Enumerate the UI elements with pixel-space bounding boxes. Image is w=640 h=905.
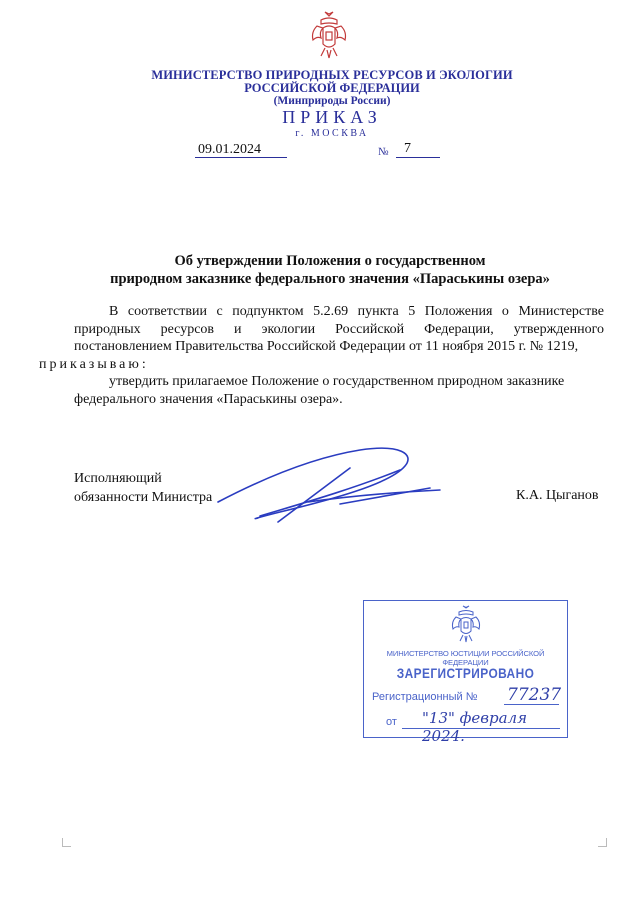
title-line2: природном заказнике федерального значения «Параськины озера»	[110, 271, 550, 287]
coat-of-arms-icon	[307, 10, 351, 62]
order-number: 7	[404, 141, 411, 156]
city-label: г. МОСКВА	[295, 128, 369, 139]
preamble-text: В соответствии с подпунктом 5.2.69 пункта 5 Положения о Министерстве природных ресурсов и экологии Российской Федерации, утвержденного постановлением Правительства Российской Федерации от 11 ноября 2015 г. № 1219,	[74, 304, 604, 354]
position-line2: обязанности Министра	[74, 490, 213, 505]
number-underline	[396, 157, 440, 158]
stamp-reg-underline	[504, 704, 559, 705]
margin-corner-mark-left	[62, 838, 71, 847]
document-title	[80, 252, 580, 288]
stamp-date-underline	[402, 728, 560, 729]
ministry-name-line2: РОССИЙСКОЙ ФЕДЕРАЦИИ	[244, 81, 420, 95]
margin-corner-mark-right	[598, 838, 607, 847]
stamp-reg-number: 77237	[507, 685, 562, 705]
order-date: 09.01.2024	[198, 142, 261, 157]
preamble-paragraph	[39, 303, 604, 373]
registration-stamp	[363, 600, 568, 745]
signatory-name: К.А. Цыганов	[516, 488, 599, 503]
stamp-from-label: от	[386, 716, 397, 728]
ministry-short-name: (Минприроды России)	[273, 95, 391, 107]
stamp-reg-date: "13" февраля 2024.	[422, 709, 528, 745]
stamp-emblem-icon	[448, 605, 484, 643]
date-underline	[195, 157, 287, 158]
stamp-status: ЗАРЕГИСТРИРОВАНО	[396, 665, 535, 681]
document-type: ПРИКАЗ	[282, 107, 382, 127]
handwritten-signature	[200, 440, 450, 530]
title-line1: Об утверждении Положения о государственном	[174, 253, 486, 269]
position-line1: Исполняющий	[74, 471, 162, 486]
order-paragraph: утвердить прилагаемое Положение о государственном природном заказнике федерального значения «Параськины озера».	[74, 374, 565, 407]
number-sign: №	[378, 146, 389, 158]
stamp-organization: МИНИСТЕРСТВО ЮСТИЦИИ РОССИЙСКОЙ ФЕДЕРАЦИИ	[386, 649, 545, 667]
ministry-name-line1: МИНИСТЕРСТВО ПРИРОДНЫХ РЕСУРСОВ И ЭКОЛОГИИ	[151, 68, 513, 82]
signatory-position	[74, 469, 212, 507]
order-word: приказываю:	[39, 356, 149, 372]
stamp-reg-label: Регистрационный №	[372, 691, 478, 703]
